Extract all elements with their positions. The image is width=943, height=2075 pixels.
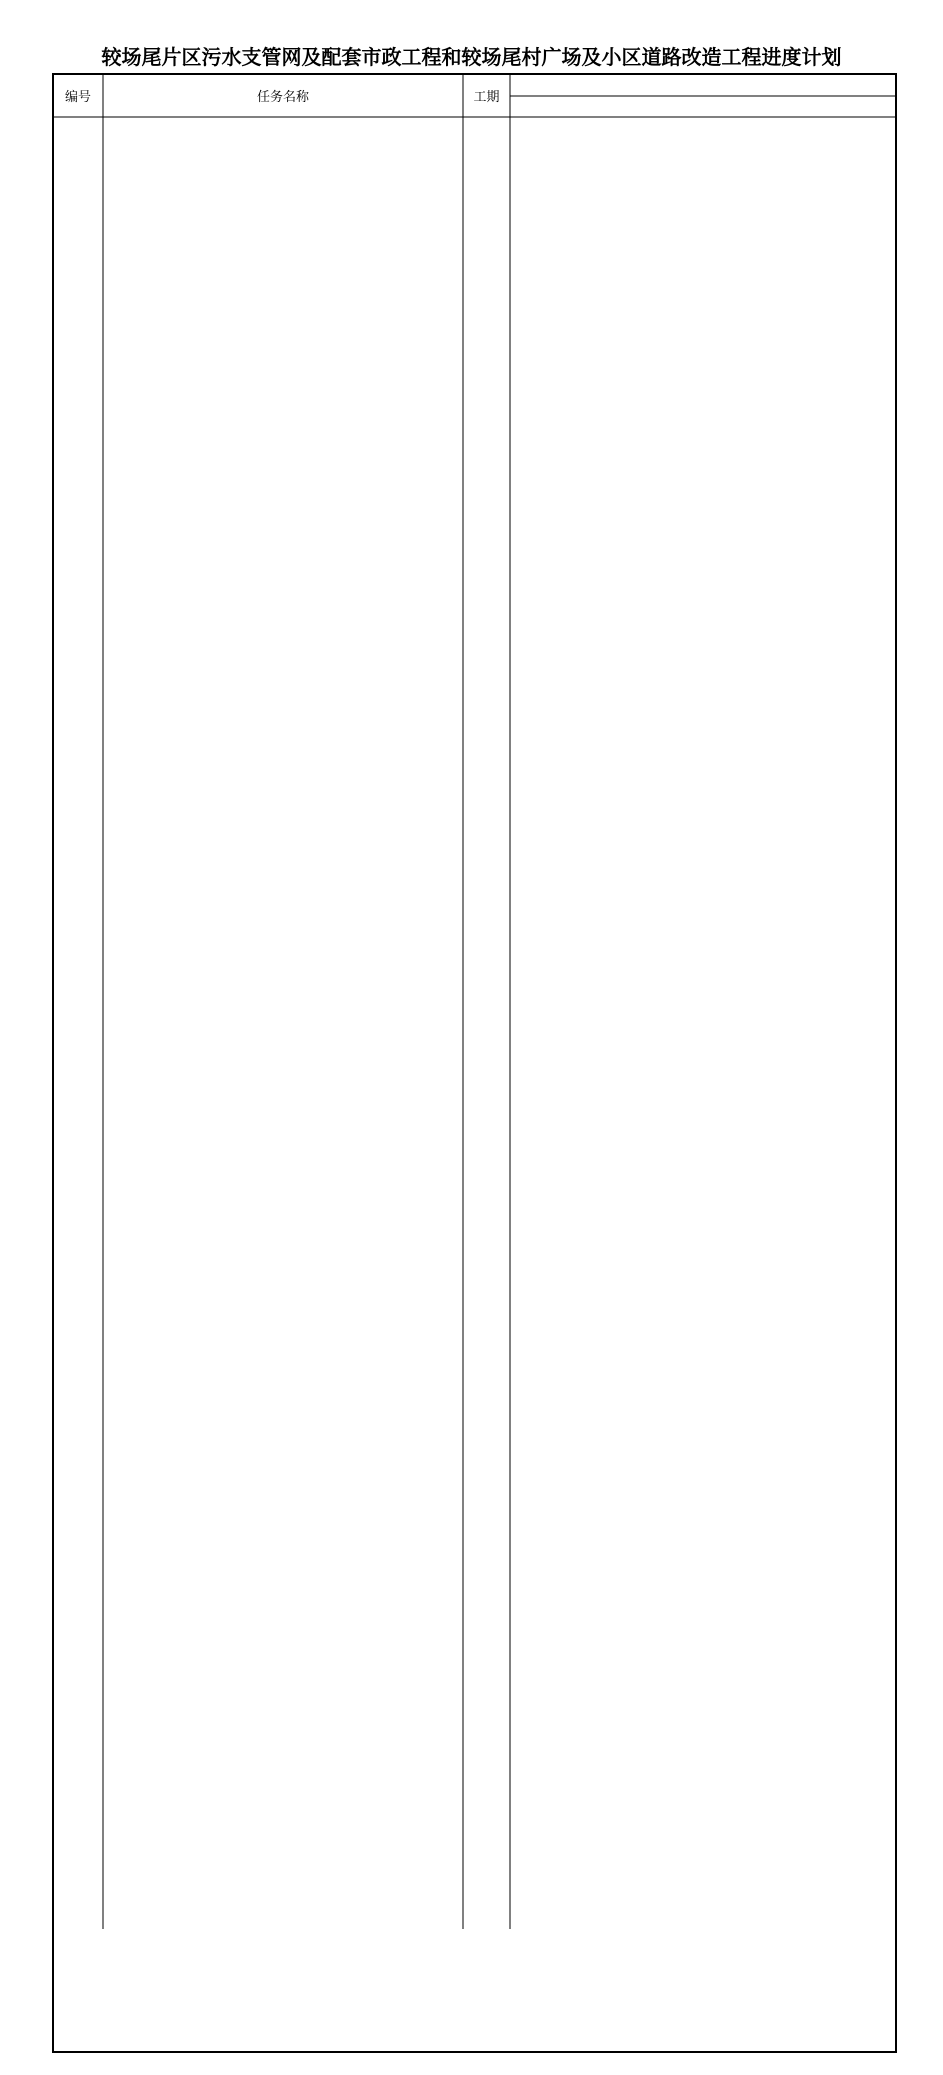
header-name-label: 任务名称 — [256, 90, 310, 105]
chart-border — [53, 74, 896, 2052]
header-duration-label: 工期 — [473, 90, 500, 105]
chart-title: 较场尾片区污水支管网及配套市政工程和较场尾村广场及小区道路改造工程进度计划 — [101, 45, 842, 69]
header-id-label: 编号 — [64, 90, 92, 105]
